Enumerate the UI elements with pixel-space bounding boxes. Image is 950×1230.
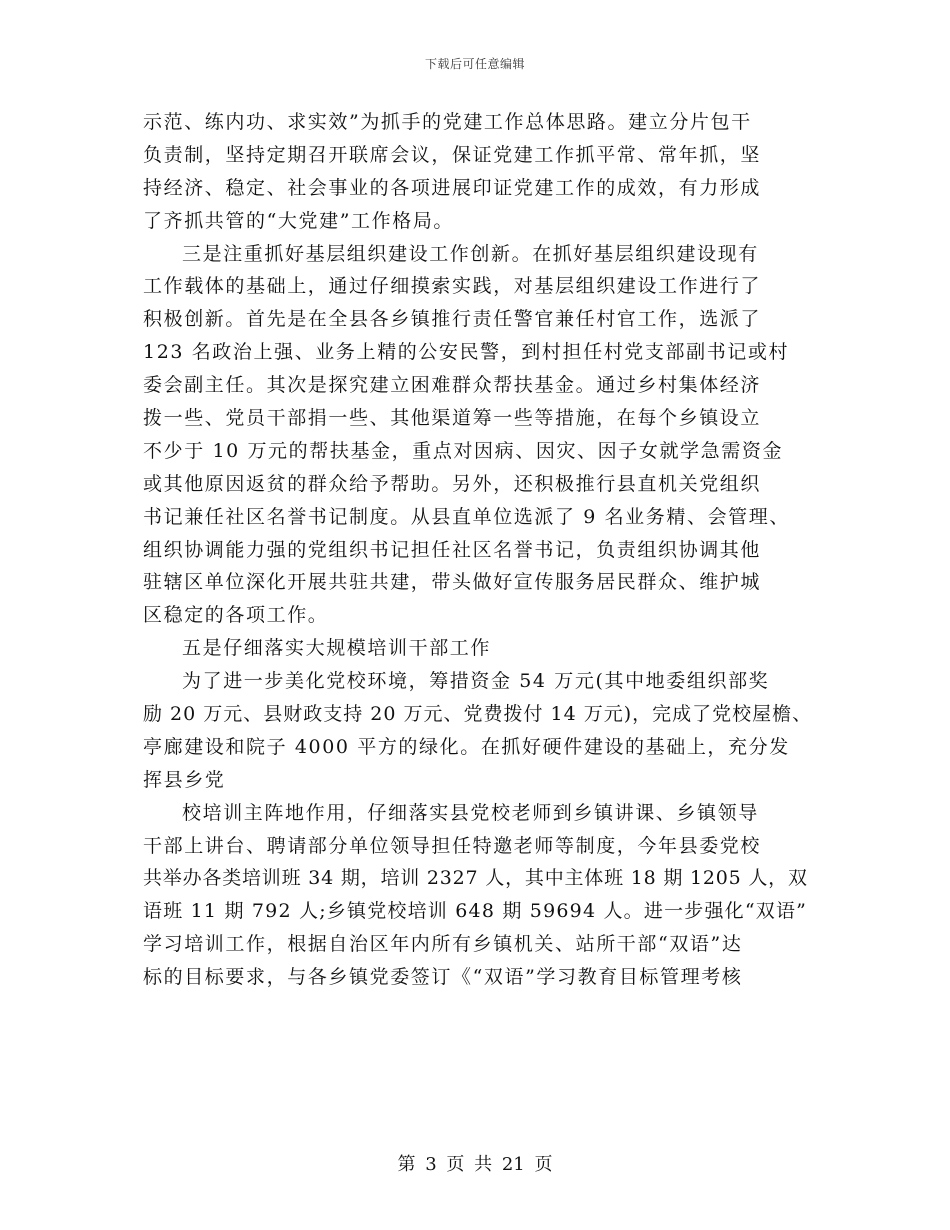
text-line: 组织协调能力强的党组织书记担任社区名誉书记，负责组织协调其他 xyxy=(143,538,762,561)
text-line: 积极创新。首先是在全县各乡镇推行责任警官兼任村官工作，选派了 xyxy=(143,308,762,331)
text-line: 负责制，坚持定期召开联席会议，保证党建工作抓平常、常年抓，坚 xyxy=(143,143,762,166)
text-line: 持经济、稳定、社会事业的各项进展印证党建工作的成效，有力形成 xyxy=(143,176,762,199)
text-line: 学习培训工作，根据自治区年内所有乡镇机关、站所干部“双语”达 xyxy=(143,933,743,956)
text-line: 不少于 10 万元的帮扶基金，重点对因病、因灾、因子女就学急需资金 xyxy=(143,439,784,462)
text-line: 励 20 万元、县财政支持 20 万元、党费拨付 14 万元)，完成了党校屋檐、 xyxy=(143,703,813,726)
text-line: 校培训主阵地作用，仔细落实县党校老师到乡镇讲课、乡镇领导 xyxy=(182,801,759,824)
text-line: 工作载体的基础上，通过仔细摸索实践，对基层组织建设工作进行了 xyxy=(143,275,762,298)
text-line: 亭廊建设和院子 4000 平方的绿化。在抓好硬件建设的基础上，充分发 xyxy=(143,735,790,758)
document-body xyxy=(143,106,813,994)
text-line: 区稳定的各项工作。 xyxy=(143,604,329,627)
text-line: 了齐抓共管的“大党建”工作格局。 xyxy=(143,209,455,232)
text-line: 五是仔细落实大规模培训干部工作 xyxy=(182,637,492,660)
page-footer: 第 3 页 共 21 页 xyxy=(397,1154,553,1175)
page-header: 下载后可任意编辑 xyxy=(424,57,525,71)
text-line: 拨一些、党员干部捐一些、其他渠道筹一些等措施，在每个乡镇设立 xyxy=(143,407,762,430)
text-line: 示范、练内功、求实效”为抓手的党建工作总体思路。建立分片包干 xyxy=(143,111,752,133)
text-line: 为了进一步美化党校环境，筹措资金 54 万元(其中地委组织部奖 xyxy=(182,670,770,693)
text-line: 123 名政治上强、业务上精的公安民警，到村担任村党支部副书记或村 xyxy=(143,341,790,364)
text-line: 驻辖区单位深化开展共驻共建，带头做好宣传服务居民群众、维护城 xyxy=(143,571,762,594)
text-line: 或其他原因返贫的群众给予帮助。另外，还积极推行县直机关党组织 xyxy=(143,472,762,495)
text-line: 共举办各类培训班 34 期，培训 2327 人，其中主体班 18 期 1205 人，双 xyxy=(143,867,808,890)
text-line: 标的目标要求，与各乡镇党委签订《“双语”学习教育目标管理考核 xyxy=(143,966,743,989)
text-line: 委会副主任。其次是探究建立困难群众帮扶基金。通过乡村集体经济 xyxy=(143,374,762,397)
text-line: 挥县乡党 xyxy=(143,768,226,791)
text-line: 干部上讲台、聘请部分单位领导担任特邀老师等制度，今年县委党校 xyxy=(143,834,762,857)
text-line: 语班 11 期 792 人;乡镇党校培训 648 期 59694 人。进一步强化“双语” xyxy=(143,900,808,923)
text-line: 三是注重抓好基层组织建设工作创新。在抓好基层组织建设现有 xyxy=(182,242,759,265)
text-line: 书记兼任社区名誉书记制度。从县直单位选派了 9 名业务精、会管理、 xyxy=(143,505,790,528)
